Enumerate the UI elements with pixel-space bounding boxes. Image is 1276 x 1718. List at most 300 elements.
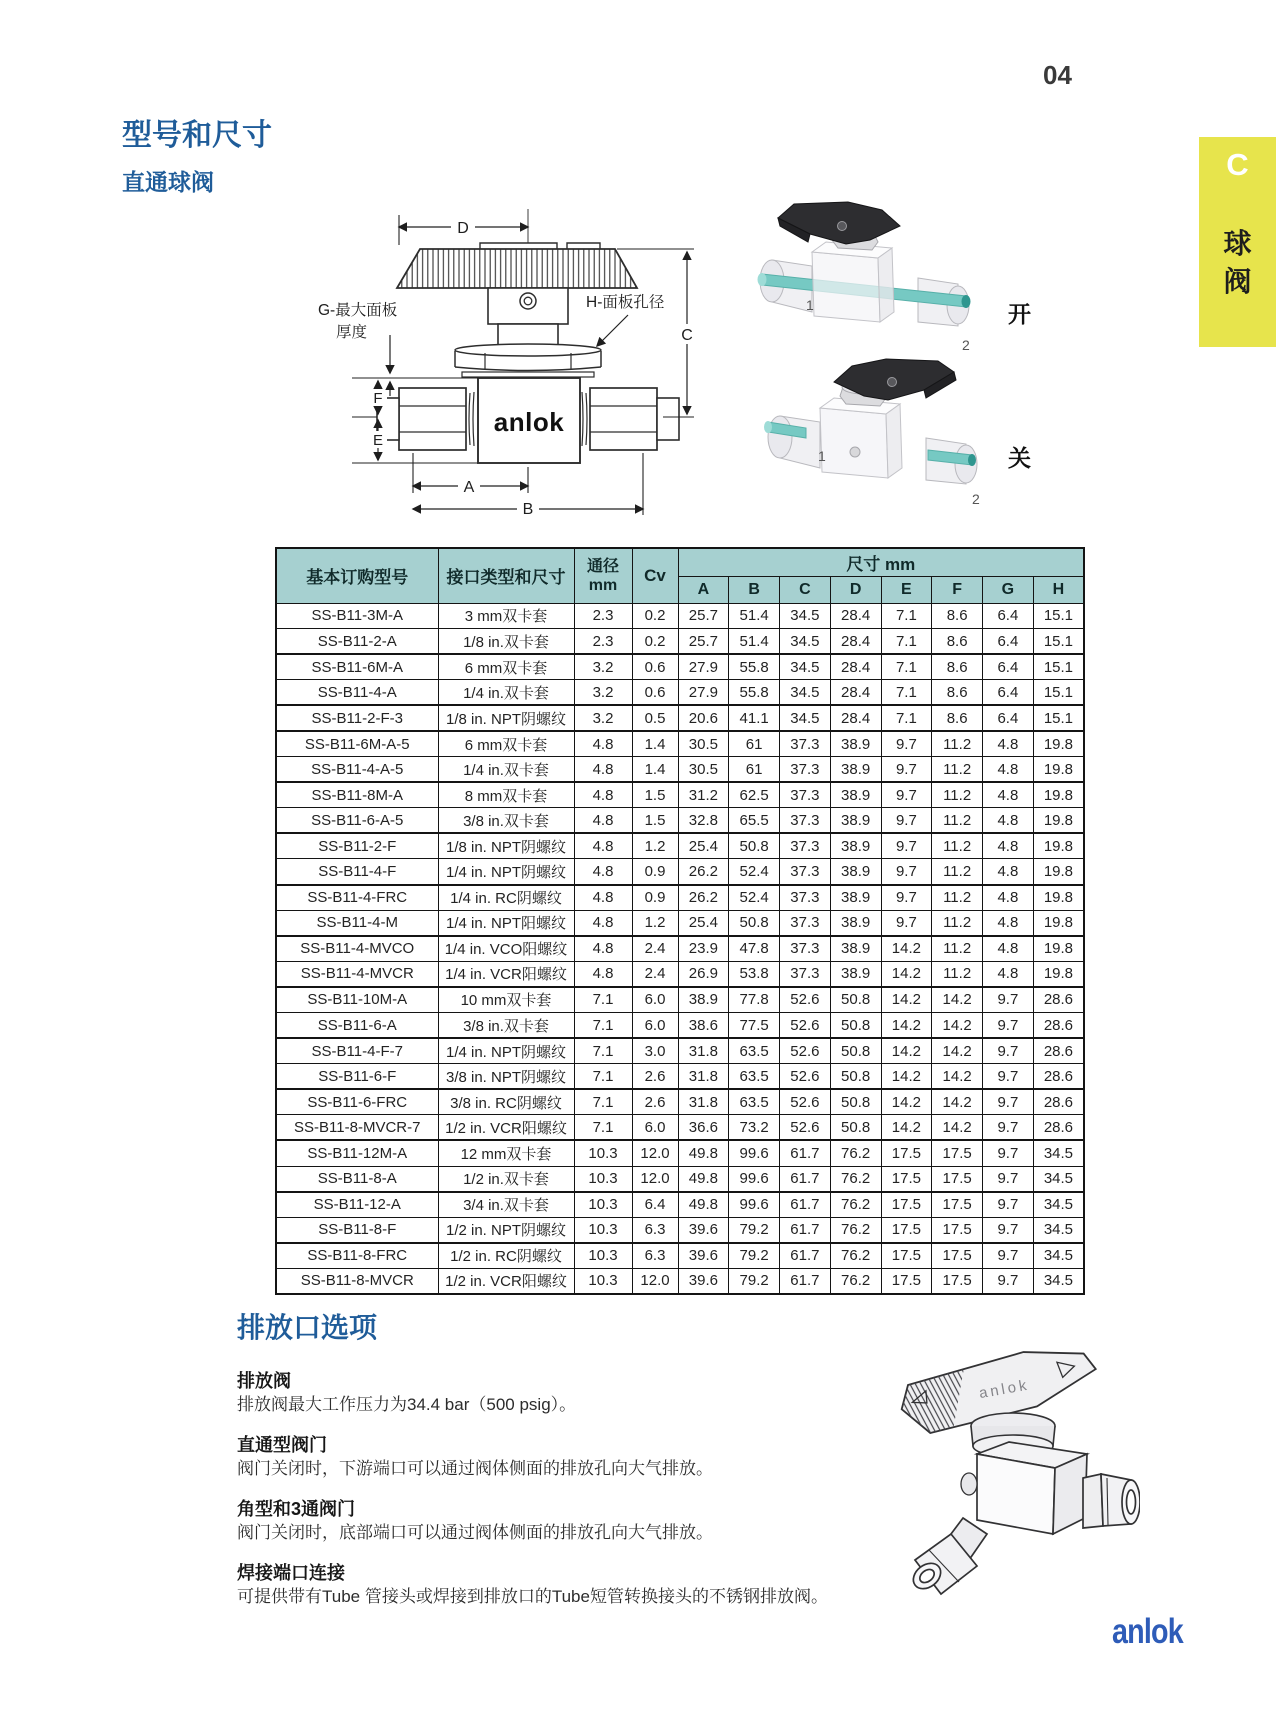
- dim-cell: 9.7: [983, 1038, 1034, 1064]
- dim-cell: 38.9: [830, 808, 881, 834]
- dim-col-header-G: G: [983, 576, 1034, 603]
- vent-section-heading: 排放阀: [237, 1371, 291, 1391]
- dim-cell: 9.7: [983, 1166, 1034, 1192]
- dim-h-label: H-面板孔径: [586, 294, 665, 311]
- dim-cell: 31.8: [678, 1064, 729, 1090]
- bore-cell: 10.3: [574, 1192, 632, 1218]
- dim-cell: 27.9: [678, 680, 729, 706]
- table-row-SS-B11-4-F-7: [276, 1038, 1084, 1064]
- dim-cell: 38.9: [830, 961, 881, 987]
- dim-cell: 4.8: [983, 782, 1034, 808]
- cv-cell: 6.3: [632, 1243, 678, 1269]
- left-fitting: [377, 388, 474, 450]
- dim-cell: 50.8: [830, 1038, 881, 1064]
- dim-cell: 61.7: [780, 1268, 831, 1294]
- cv-cell: 0.9: [632, 859, 678, 885]
- dim-cell: 9.7: [881, 731, 932, 757]
- dim-cell: 14.2: [881, 1115, 932, 1141]
- table-row-SS-B11-6-A: [276, 1013, 1084, 1039]
- dim-cell: 9.7: [881, 782, 932, 808]
- dim-cell: 38.9: [830, 731, 881, 757]
- vent-valve-right-fitting: [1083, 1474, 1140, 1528]
- bore-cell: 4.8: [574, 757, 632, 783]
- dim-cell: 14.2: [881, 1038, 932, 1064]
- dim-cell: 28.6: [1033, 1115, 1084, 1141]
- model-cell: SS-B11-4-A-5: [276, 757, 438, 783]
- bore-cell: 4.8: [574, 731, 632, 757]
- bore-cell: 10.3: [574, 1217, 632, 1243]
- vent-section: [237, 1562, 897, 1608]
- dim-cell: 38.9: [830, 757, 881, 783]
- dim-cell: 11.2: [932, 782, 983, 808]
- dim-cell: 6.4: [983, 629, 1034, 655]
- bore-cell: 4.8: [574, 833, 632, 859]
- dim-cell: 19.8: [1033, 808, 1084, 834]
- dim-cell: 11.2: [932, 731, 983, 757]
- cv-cell: 12.0: [632, 1166, 678, 1192]
- dim-cell: 11.2: [932, 833, 983, 859]
- col-header-bore: 通径 mm: [574, 548, 632, 603]
- connection-cell: 3 mm双卡套: [438, 603, 574, 629]
- vent-section-heading: 焊接端口连接: [237, 1563, 345, 1583]
- dim-cell: 9.7: [983, 1243, 1034, 1269]
- dim-cell: 50.8: [830, 1089, 881, 1115]
- dim-cell: 77.8: [729, 987, 780, 1013]
- dim-cell: 61.7: [780, 1243, 831, 1269]
- dim-col-header-F: F: [932, 576, 983, 603]
- dim-cell: 34.5: [780, 629, 831, 655]
- connection-cell: 1/2 in. RC阴螺纹: [438, 1243, 574, 1269]
- dim-cell: 50.8: [729, 833, 780, 859]
- bore-cell: 4.8: [574, 961, 632, 987]
- model-cell: SS-B11-2-A: [276, 629, 438, 655]
- model-cell: SS-B11-6M-A: [276, 654, 438, 680]
- valve-handle-knob: [397, 249, 637, 288]
- brand-on-handle: anlok: [977, 1376, 1031, 1403]
- port1-label-closed: 1: [818, 448, 826, 464]
- model-cell: SS-B11-8-A: [276, 1166, 438, 1192]
- dim-cell: 52.4: [729, 859, 780, 885]
- connection-cell: 1/2 in. VCR阳螺纹: [438, 1268, 574, 1294]
- closed-state-label: 关: [1008, 445, 1031, 471]
- dim-cell: 52.6: [780, 1115, 831, 1141]
- cv-cell: 3.0: [632, 1038, 678, 1064]
- dim-cell: 77.5: [729, 1013, 780, 1039]
- dim-cell: 52.4: [729, 885, 780, 911]
- dim-cell: 14.2: [881, 1064, 932, 1090]
- dim-cell: 76.2: [830, 1166, 881, 1192]
- model-cell: SS-B11-8-F: [276, 1217, 438, 1243]
- model-cell: SS-B11-6-FRC: [276, 1089, 438, 1115]
- dim-cell: 4.8: [983, 808, 1034, 834]
- dim-cell: 30.5: [678, 757, 729, 783]
- col-header-model: 基本订购型号: [276, 548, 438, 603]
- dim-cell: 14.2: [932, 987, 983, 1013]
- brand-on-body: anlok: [493, 407, 565, 437]
- dim-cell: 28.6: [1033, 1064, 1084, 1090]
- col-header-dimensions: 尺寸 mm: [678, 548, 1084, 576]
- cv-cell: 1.5: [632, 782, 678, 808]
- dim-cell: 37.3: [780, 936, 831, 962]
- dim-cell: 15.1: [1033, 705, 1084, 731]
- vent-section-body: 排放阀最大工作压力为34.4 bar（500 psig）。: [237, 1395, 577, 1414]
- dim-cell: 79.2: [729, 1243, 780, 1269]
- dim-cell: 37.3: [780, 859, 831, 885]
- dim-cell: 17.5: [881, 1243, 932, 1269]
- dim-cell: 17.5: [932, 1268, 983, 1294]
- dim-c-label: C: [681, 327, 693, 344]
- valve-open-illustration: [750, 200, 985, 355]
- dim-cell: 37.3: [780, 910, 831, 936]
- connection-cell: 6 mm双卡套: [438, 654, 574, 680]
- model-cell: SS-B11-8-FRC: [276, 1243, 438, 1269]
- table-row-SS-B11-8-F: [276, 1217, 1084, 1243]
- bore-cell: 4.8: [574, 859, 632, 885]
- dim-cell: 61.7: [780, 1217, 831, 1243]
- dim-cell: 99.6: [729, 1140, 780, 1166]
- dim-cell: 19.8: [1033, 782, 1084, 808]
- col-header-cv: Cv: [632, 548, 678, 603]
- table-row-SS-B11-4-F: [276, 859, 1084, 885]
- vent-valve-illustration: [885, 1322, 1140, 1607]
- dim-cell: 37.3: [780, 782, 831, 808]
- dim-cell: 9.7: [983, 1140, 1034, 1166]
- dim-cell: 14.2: [932, 1089, 983, 1115]
- port1-label-open: 1: [806, 297, 814, 313]
- dim-h-callout: [586, 293, 665, 346]
- dim-cell: 49.8: [678, 1166, 729, 1192]
- connection-cell: 1/4 in.双卡套: [438, 757, 574, 783]
- bore-cell: 4.8: [574, 808, 632, 834]
- dim-cell: 37.3: [780, 885, 831, 911]
- dim-cell: 52.6: [780, 1038, 831, 1064]
- table-row-SS-B11-4-MVCO: [276, 936, 1084, 962]
- vent-section: [237, 1434, 897, 1480]
- dim-cell: 79.2: [729, 1217, 780, 1243]
- dim-cell: 63.5: [729, 1089, 780, 1115]
- dim-col-header-H: H: [1033, 576, 1084, 603]
- bore-cell: 10.3: [574, 1140, 632, 1166]
- dim-cell: 19.8: [1033, 910, 1084, 936]
- dim-cell: 41.1: [729, 705, 780, 731]
- dim-cell: 38.6: [678, 1013, 729, 1039]
- dim-cell: 50.8: [830, 1115, 881, 1141]
- dim-cell: 32.8: [678, 808, 729, 834]
- dim-cell: 8.6: [932, 680, 983, 706]
- dim-cell: 9.7: [881, 808, 932, 834]
- vent-section-body: 可提供带有Tube 管接头或焊接到排放口的Tube短管转换接头的不锈钢排放阀。: [237, 1587, 828, 1606]
- dim-col-header-A: A: [678, 576, 729, 603]
- dim-cell: 17.5: [881, 1166, 932, 1192]
- port2-label-open: 2: [962, 337, 970, 353]
- dim-d-label: D: [457, 220, 469, 237]
- model-cell: SS-B11-4-FRC: [276, 885, 438, 911]
- connection-cell: 3/8 in. RC阴螺纹: [438, 1089, 574, 1115]
- dim-cell: 47.8: [729, 936, 780, 962]
- table-row-SS-B11-8M-A: [276, 782, 1084, 808]
- page-title: 型号和尺寸: [122, 119, 272, 152]
- dim-cell: 28.4: [830, 680, 881, 706]
- dim-cell: 28.6: [1033, 987, 1084, 1013]
- dim-cell: 8.6: [932, 603, 983, 629]
- dim-cell: 26.2: [678, 885, 729, 911]
- dim-cell: 28.4: [830, 603, 881, 629]
- model-cell: SS-B11-6-F: [276, 1064, 438, 1090]
- model-cell: SS-B11-6-A-5: [276, 808, 438, 834]
- dim-cell: 39.6: [678, 1268, 729, 1294]
- dim-cell: 9.7: [983, 1013, 1034, 1039]
- connection-cell: 1/2 in. VCR阳螺纹: [438, 1115, 574, 1141]
- bore-cell: 3.2: [574, 705, 632, 731]
- dim-cell: 34.5: [1033, 1243, 1084, 1269]
- panel-nut: [455, 344, 601, 377]
- connection-cell: 1/4 in. NPT阴螺纹: [438, 859, 574, 885]
- model-cell: SS-B11-10M-A: [276, 987, 438, 1013]
- cv-cell: 1.5: [632, 808, 678, 834]
- tab-char: 球: [1223, 228, 1252, 259]
- dim-cell: 34.5: [1033, 1140, 1084, 1166]
- dim-g-label-line1: G-最大面板: [318, 302, 398, 319]
- table-row-SS-B11-8-A: [276, 1166, 1084, 1192]
- dim-cell: 14.2: [932, 1013, 983, 1039]
- dim-cell: 9.7: [983, 1268, 1034, 1294]
- bore-cell: 7.1: [574, 1013, 632, 1039]
- dim-g-label-line2: 厚度: [336, 324, 368, 341]
- connection-cell: 10 mm双卡套: [438, 987, 574, 1013]
- dim-cell: 4.8: [983, 885, 1034, 911]
- vent-section-heading: 直通型阀门: [237, 1435, 327, 1455]
- dim-cell: 11.2: [932, 808, 983, 834]
- dim-cell: 26.2: [678, 859, 729, 885]
- connection-cell: 3/8 in.双卡套: [438, 808, 574, 834]
- bore-cell: 10.3: [574, 1268, 632, 1294]
- dim-cell: 39.6: [678, 1243, 729, 1269]
- dim-cell: 52.6: [780, 1089, 831, 1115]
- dim-cell: 28.6: [1033, 1013, 1084, 1039]
- dim-cell: 76.2: [830, 1268, 881, 1294]
- brand-logo: anlok: [1112, 1612, 1183, 1651]
- dim-cell: 17.5: [932, 1192, 983, 1218]
- dim-cell: 9.7: [881, 833, 932, 859]
- cv-cell: 6.4: [632, 1192, 678, 1218]
- model-cell: SS-B11-4-F: [276, 859, 438, 885]
- handle-open: [778, 202, 900, 244]
- cv-cell: 12.0: [632, 1140, 678, 1166]
- cv-cell: 0.5: [632, 705, 678, 731]
- dim-cell: 4.8: [983, 757, 1034, 783]
- dim-cell: 9.7: [983, 1089, 1034, 1115]
- dim-cell: 9.7: [983, 1064, 1034, 1090]
- bore-cell: 7.1: [574, 1064, 632, 1090]
- dim-cell: 61.7: [780, 1166, 831, 1192]
- table-row-SS-B11-2-F-3: [276, 705, 1084, 731]
- cv-cell: 2.4: [632, 936, 678, 962]
- dim-cell: 99.6: [729, 1192, 780, 1218]
- section-tab[interactable]: [1199, 137, 1276, 347]
- dim-cell: 11.2: [932, 961, 983, 987]
- dim-cell: 99.6: [729, 1166, 780, 1192]
- dim-cell: 28.4: [830, 629, 881, 655]
- dim-cell: 37.3: [780, 757, 831, 783]
- dim-cell: 38.9: [830, 782, 881, 808]
- cv-cell: 1.4: [632, 731, 678, 757]
- cv-cell: 12.0: [632, 1268, 678, 1294]
- dim-cell: 52.6: [780, 1013, 831, 1039]
- dim-cell: 76.2: [830, 1192, 881, 1218]
- dim-cell: 53.8: [729, 961, 780, 987]
- cv-cell: 1.2: [632, 910, 678, 936]
- dim-cell: 6.4: [983, 603, 1034, 629]
- table-row-SS-B11-8-FRC: [276, 1243, 1084, 1269]
- dim-cell: 50.8: [830, 987, 881, 1013]
- page-number: 04: [1043, 60, 1072, 90]
- dim-cell: 14.2: [881, 987, 932, 1013]
- connection-cell: 8 mm双卡套: [438, 782, 574, 808]
- dim-cell: 8.6: [932, 705, 983, 731]
- vent-section-body: 阀门关闭时，下游端口可以通过阀体侧面的排放孔向大气排放。: [237, 1459, 713, 1478]
- connection-cell: 1/8 in.双卡套: [438, 629, 574, 655]
- dim-cell: 7.1: [881, 654, 932, 680]
- cv-cell: 1.2: [632, 833, 678, 859]
- bore-cell: 10.3: [574, 1243, 632, 1269]
- bore-cell: 3.2: [574, 680, 632, 706]
- valve-closed-illustration: [758, 358, 993, 508]
- dim-cell: 61: [729, 731, 780, 757]
- dim-f-label: F: [373, 390, 383, 407]
- dim-cell: 55.8: [729, 654, 780, 680]
- dim-cell: 19.8: [1033, 885, 1084, 911]
- dim-cell: 4.8: [983, 859, 1034, 885]
- dim-cell: 30.5: [678, 731, 729, 757]
- dim-cell: 28.4: [830, 654, 881, 680]
- dim-cell: 4.8: [983, 910, 1034, 936]
- section-tab-letter: C: [1226, 147, 1249, 182]
- valve-stem-neck: [498, 324, 558, 346]
- connection-cell: 12 mm双卡套: [438, 1140, 574, 1166]
- dim-cell: 17.5: [932, 1140, 983, 1166]
- model-cell: SS-B11-4-F-7: [276, 1038, 438, 1064]
- valve-dimension-diagram: [290, 195, 700, 517]
- cv-cell: 0.2: [632, 603, 678, 629]
- cv-cell: 6.0: [632, 1115, 678, 1141]
- dim-cell: 17.5: [881, 1140, 932, 1166]
- table-row-SS-B11-2-F: [276, 833, 1084, 859]
- dim-cell: 31.2: [678, 782, 729, 808]
- table-row-SS-B11-6-F: [276, 1064, 1084, 1090]
- dim-cell: 61.7: [780, 1192, 831, 1218]
- model-cell: SS-B11-4-MVCR: [276, 961, 438, 987]
- dim-cell: 15.1: [1033, 629, 1084, 655]
- cv-cell: 0.9: [632, 885, 678, 911]
- dim-b-label: B: [522, 501, 534, 517]
- dim-cell: 37.3: [780, 731, 831, 757]
- table-row-SS-B11-4-A: [276, 680, 1084, 706]
- dim-cell: 34.5: [1033, 1268, 1084, 1294]
- dim-cell: 9.7: [881, 757, 932, 783]
- model-cell: SS-B11-12-A: [276, 1192, 438, 1218]
- dim-cell: 11.2: [932, 936, 983, 962]
- dim-cell: 38.9: [830, 910, 881, 936]
- dim-cell: 9.7: [983, 987, 1034, 1013]
- bore-cell: 4.8: [574, 782, 632, 808]
- dim-cell: 17.5: [881, 1192, 932, 1218]
- dim-cell: 28.6: [1033, 1038, 1084, 1064]
- section-subtitle: 直通球阀: [122, 169, 214, 195]
- table-row-SS-B11-8-MVCR: [276, 1268, 1084, 1294]
- dim-a-label: A: [463, 479, 475, 496]
- model-cell: SS-B11-2-F: [276, 833, 438, 859]
- connection-cell: 1/4 in. RC阴螺纹: [438, 885, 574, 911]
- dim-cell: 7.1: [881, 705, 932, 731]
- dim-cell: 38.9: [830, 885, 881, 911]
- dim-cell: 6.4: [983, 705, 1034, 731]
- dim-cell: 28.4: [830, 705, 881, 731]
- col-header-connection: 接口类型和尺寸: [438, 548, 574, 603]
- bore-cell: 2.3: [574, 603, 632, 629]
- bore-cell: 4.8: [574, 885, 632, 911]
- dim-cell: 34.5: [780, 603, 831, 629]
- dim-cell: 31.8: [678, 1089, 729, 1115]
- cv-cell: 2.6: [632, 1089, 678, 1115]
- dim-cell: 19.8: [1033, 961, 1084, 987]
- dim-cell: 52.6: [780, 987, 831, 1013]
- table-row-SS-B11-2-A: [276, 629, 1084, 655]
- bore-cell: 3.2: [574, 654, 632, 680]
- dim-cell: 15.1: [1033, 654, 1084, 680]
- dim-cell: 34.5: [780, 705, 831, 731]
- connection-cell: 1/4 in. VCR阳螺纹: [438, 961, 574, 987]
- dim-cell: 6.4: [983, 654, 1034, 680]
- dim-cell: 23.9: [678, 936, 729, 962]
- dim-cell: 76.2: [830, 1217, 881, 1243]
- cv-cell: 2.4: [632, 961, 678, 987]
- vent-valve-bottom-fitting: [908, 1518, 987, 1594]
- dim-cell: 9.7: [983, 1217, 1034, 1243]
- dim-cell: 20.6: [678, 705, 729, 731]
- dim-cell: 50.8: [729, 910, 780, 936]
- connection-cell: 1/2 in.双卡套: [438, 1166, 574, 1192]
- dim-cell: 17.5: [932, 1166, 983, 1192]
- dim-cell: 11.2: [932, 757, 983, 783]
- model-cell: SS-B11-2-F-3: [276, 705, 438, 731]
- bore-cell: 7.1: [574, 1089, 632, 1115]
- dim-cell: 50.8: [830, 1013, 881, 1039]
- dim-cell: 17.5: [881, 1217, 932, 1243]
- bore-cell: 7.1: [574, 1038, 632, 1064]
- table-row-SS-B11-4-M: [276, 910, 1084, 936]
- dim-cell: 37.3: [780, 808, 831, 834]
- dim-cell: 17.5: [932, 1217, 983, 1243]
- connection-cell: 1/8 in. NPT阴螺纹: [438, 833, 574, 859]
- dim-cell: 34.5: [780, 680, 831, 706]
- vent-section: [237, 1498, 897, 1544]
- connection-cell: 1/8 in. NPT阴螺纹: [438, 705, 574, 731]
- model-cell: SS-B11-12M-A: [276, 1140, 438, 1166]
- table-row-SS-B11-4-A-5: [276, 757, 1084, 783]
- dim-col-header-D: D: [830, 576, 881, 603]
- table-row-SS-B11-8-MVCR-7: [276, 1115, 1084, 1141]
- dim-cell: 63.5: [729, 1064, 780, 1090]
- dim-cell: 4.8: [983, 961, 1034, 987]
- dim-cell: 9.7: [881, 910, 932, 936]
- ordering-dimensions-table: [275, 547, 1085, 1295]
- dim-cell: 37.3: [780, 961, 831, 987]
- table-row-SS-B11-6-FRC: [276, 1089, 1084, 1115]
- dim-cell: 34.5: [1033, 1217, 1084, 1243]
- dim-cell: 8.6: [932, 654, 983, 680]
- bore-cell: 2.3: [574, 629, 632, 655]
- dim-cell: 9.7: [983, 1192, 1034, 1218]
